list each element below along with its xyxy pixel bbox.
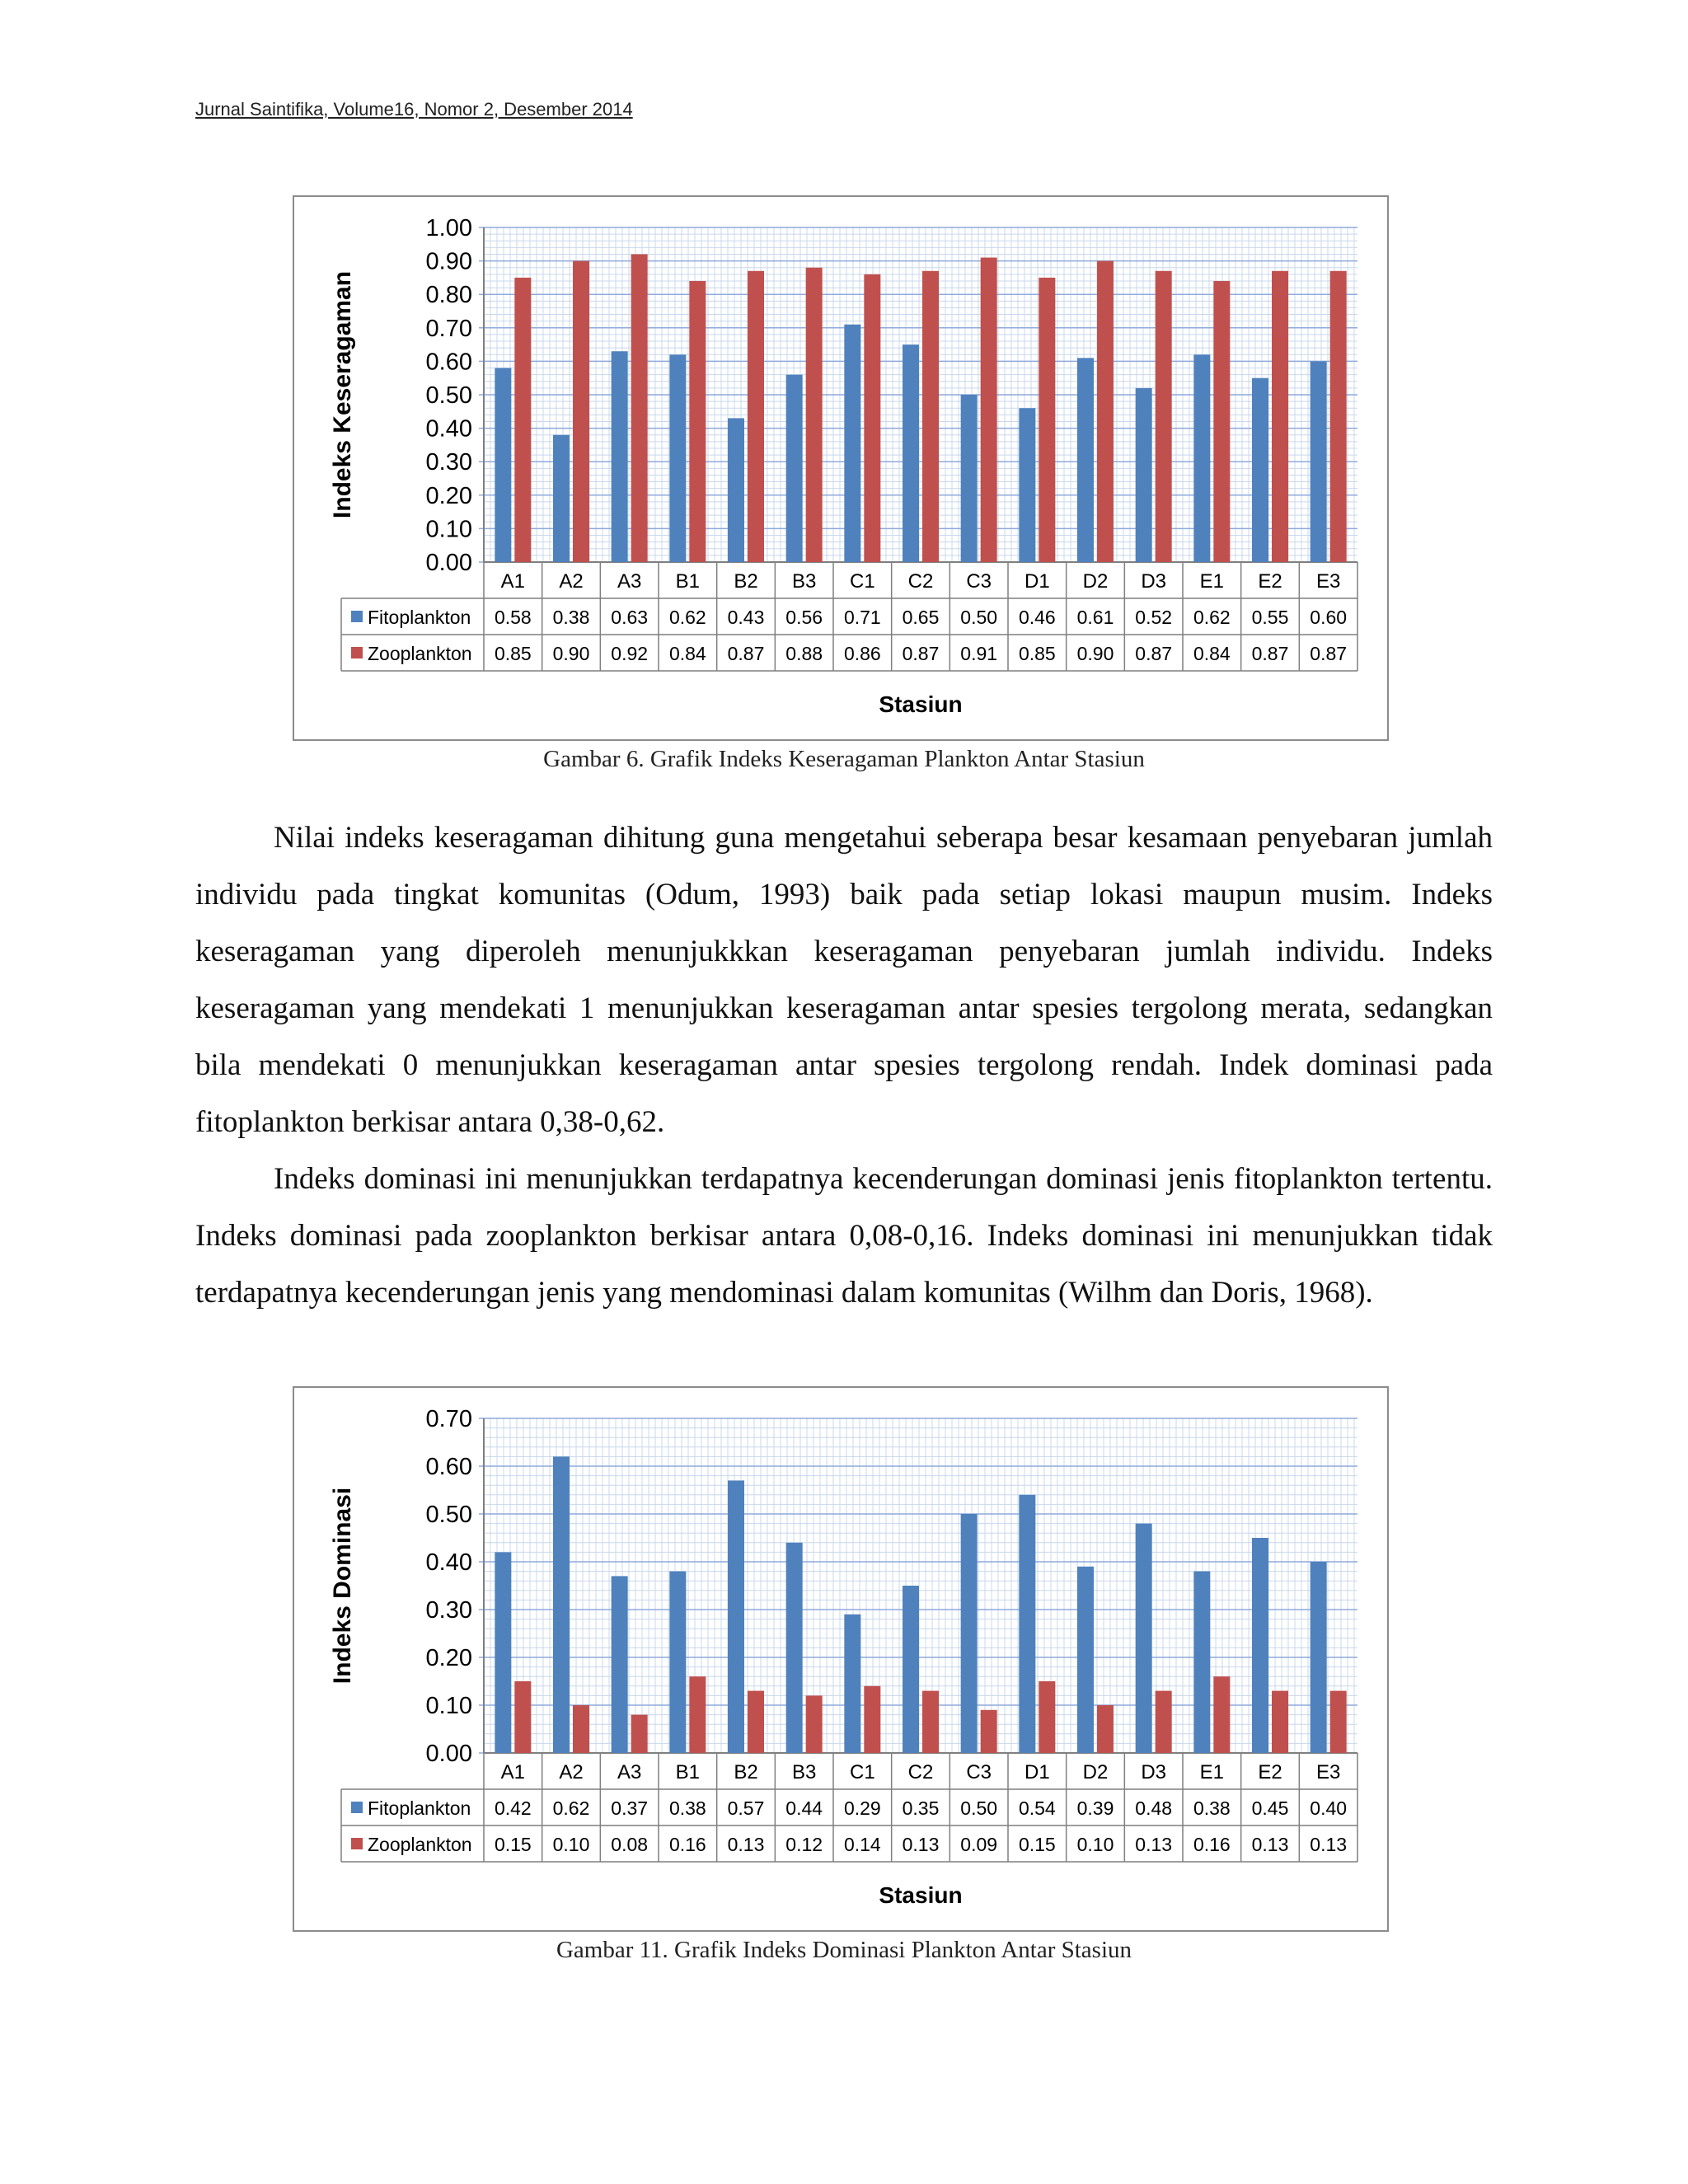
- bar-fitoplankton-d2: [1077, 1567, 1094, 1753]
- figure6-caption: Gambar 6. Grafik Indeks Keseragaman Plankton Antar Stasiun: [543, 746, 1145, 772]
- legend-label-zooplankton: Zooplankton: [368, 643, 472, 664]
- data-label-fitoplankton: 0.62: [552, 1797, 590, 1819]
- bar-fitoplankton-a2: [553, 1456, 570, 1753]
- data-label-zooplankton: 0.87: [1251, 643, 1289, 664]
- bar-zooplankton-d3: [1156, 1691, 1172, 1753]
- bar-fitoplankton-d3: [1136, 388, 1152, 562]
- bar-zooplankton-d1: [1039, 1681, 1055, 1753]
- bar-fitoplankton-c3: [961, 395, 978, 562]
- journal-header: Jurnal Saintifika, Volume16, Nomor 2, Desember 2014: [195, 99, 633, 120]
- y-tick-label: 1.00: [425, 215, 472, 241]
- bar-fitoplankton-e1: [1193, 1572, 1210, 1753]
- data-label-zooplankton: 0.16: [1193, 1834, 1231, 1855]
- data-label-zooplankton: 0.90: [1076, 643, 1114, 664]
- x-category-label: E2: [1258, 570, 1282, 593]
- bar-fitoplankton-b1: [669, 1572, 686, 1753]
- bar-fitoplankton-a2: [553, 435, 570, 562]
- data-label-fitoplankton: 0.55: [1251, 607, 1289, 628]
- bar-fitoplankton-e1: [1193, 354, 1210, 562]
- bar-fitoplankton-b2: [728, 418, 744, 562]
- bar-fitoplankton-b1: [669, 354, 686, 562]
- x-category-label: E1: [1199, 1761, 1225, 1783]
- data-label-fitoplankton: 0.48: [1135, 1797, 1173, 1819]
- bar-fitoplankton-d1: [1019, 408, 1035, 562]
- bar-fitoplankton-b3: [786, 1543, 803, 1753]
- data-label-zooplankton: 0.87: [727, 643, 765, 664]
- bar-fitoplankton-a3: [612, 1576, 628, 1753]
- bar-zooplankton-b1: [689, 1676, 706, 1753]
- x-category-label: B3: [791, 1761, 817, 1783]
- x-category-label: E1: [1199, 570, 1225, 593]
- paragraph-1: Nilai indeks keseragaman dihitung guna mengetahui seberapa besar kesamaan penyebaran jumlah individu pada tingkat komunitas (Odum, 1993) baik pada setiap lokasi maupun musim. Indeks keseragaman yang diperoleh menunjukkkan keseragaman penyebaran jumlah individu. Indeks keseragaman yang mendekati 1 menunjukkan keseragaman antar spesies tergolong merata, sedangkan bila mendekati 0 menunjukkan keseragaman antar spesies tergolong rendah. Indek dominasi pada fitoplankton berkisar antara 0,38-0,62.: [195, 821, 1493, 1139]
- data-label-zooplankton: 0.91: [960, 643, 998, 664]
- x-category-label: A2: [559, 1761, 584, 1783]
- y-tick-label: 0.00: [425, 1741, 472, 1767]
- y-tick-label: 0.20: [425, 1645, 472, 1671]
- bar-zooplankton-a2: [573, 1705, 589, 1753]
- bar-fitoplankton-a1: [495, 1552, 511, 1753]
- y-tick-label: 0.10: [425, 1693, 472, 1719]
- data-label-fitoplankton: 0.40: [1310, 1797, 1348, 1819]
- x-category-label: E3: [1315, 570, 1341, 593]
- bar-fitoplankton-a3: [612, 351, 628, 562]
- data-label-zooplankton: 0.92: [611, 643, 649, 664]
- data-label-zooplankton: 0.10: [1076, 1834, 1114, 1855]
- body-text: [195, 809, 1493, 1321]
- data-label-zooplankton: 0.85: [494, 643, 532, 664]
- y-tick-label: 0.50: [425, 1502, 472, 1528]
- figure11-caption: Gambar 11. Grafik Indeks Dominasi Plankton Antar Stasiun: [556, 1937, 1132, 1963]
- y-tick-label: 0.90: [425, 248, 472, 275]
- bar-fitoplankton-d3: [1136, 1524, 1152, 1753]
- data-label-fitoplankton: 0.54: [1018, 1797, 1056, 1819]
- bar-fitoplankton-c2: [903, 344, 919, 562]
- bar-fitoplankton-e2: [1252, 378, 1268, 562]
- bar-zooplankton-c3: [981, 258, 997, 562]
- y-axis-title: Indeks Dominasi: [329, 1487, 356, 1685]
- legend-swatch-fitoplankton: [351, 1802, 363, 1813]
- data-label-zooplankton: 0.13: [1135, 1834, 1173, 1855]
- x-category-label: D3: [1141, 1761, 1167, 1783]
- x-category-label: B2: [734, 1761, 758, 1783]
- data-label-fitoplankton: 0.57: [727, 1797, 765, 1819]
- y-axis-title: Indeks Keseragaman: [329, 270, 356, 519]
- chart-evenness-svg: [294, 197, 1387, 739]
- x-category-label: B3: [791, 570, 817, 593]
- y-tick-label: 0.10: [425, 516, 472, 543]
- y-tick-label: 0.60: [425, 349, 472, 376]
- bar-fitoplankton-c1: [844, 325, 860, 562]
- data-label-zooplankton: 0.85: [1018, 643, 1056, 664]
- x-axis-title: Stasiun: [879, 1882, 963, 1908]
- bar-fitoplankton-e3: [1311, 1562, 1327, 1753]
- bar-zooplankton-d3: [1156, 271, 1172, 562]
- data-label-fitoplankton: 0.38: [668, 1797, 706, 1819]
- data-label-fitoplankton: 0.43: [727, 607, 765, 628]
- y-tick-label: 0.20: [425, 482, 472, 509]
- data-label-fitoplankton: 0.60: [1310, 607, 1348, 628]
- x-category-label: D1: [1024, 570, 1050, 593]
- bar-fitoplankton-c2: [903, 1586, 919, 1753]
- bar-zooplankton-c1: [864, 274, 880, 562]
- bar-fitoplankton-e2: [1252, 1538, 1268, 1753]
- data-label-zooplankton: 0.09: [960, 1834, 998, 1855]
- bar-zooplankton-d2: [1097, 1705, 1114, 1753]
- bar-zooplankton-b3: [806, 1695, 823, 1753]
- bar-fitoplankton-c1: [844, 1615, 860, 1753]
- data-label-zooplankton: 0.15: [494, 1834, 532, 1855]
- bar-fitoplankton-a1: [495, 368, 511, 562]
- y-tick-label: 0.60: [425, 1454, 472, 1480]
- data-label-fitoplankton: 0.45: [1251, 1797, 1289, 1819]
- bar-fitoplankton-b2: [728, 1480, 744, 1753]
- bar-fitoplankton-d1: [1019, 1495, 1035, 1753]
- data-label-fitoplankton: 0.46: [1018, 607, 1056, 628]
- bar-zooplankton-d2: [1097, 261, 1114, 562]
- x-category-label: E2: [1258, 1761, 1282, 1783]
- data-label-zooplankton: 0.13: [727, 1834, 765, 1855]
- bar-zooplankton-e1: [1213, 281, 1230, 562]
- y-tick-label: 0.00: [425, 550, 472, 576]
- data-label-fitoplankton: 0.44: [785, 1797, 823, 1819]
- data-label-zooplankton: 0.88: [785, 643, 823, 664]
- bar-zooplankton-e3: [1330, 1691, 1347, 1753]
- bar-zooplankton-a3: [631, 254, 648, 562]
- x-category-label: A3: [617, 570, 642, 593]
- x-category-label: B2: [734, 570, 758, 593]
- data-label-fitoplankton: 0.65: [902, 607, 940, 628]
- bar-zooplankton-c3: [981, 1710, 997, 1753]
- bar-zooplankton-a1: [514, 278, 531, 562]
- data-label-zooplankton: 0.87: [1135, 643, 1173, 664]
- data-label-fitoplankton: 0.50: [960, 1797, 998, 1819]
- legend-label-fitoplankton: Fitoplankton: [368, 607, 471, 628]
- bar-zooplankton-b3: [806, 268, 823, 562]
- x-category-label: B1: [675, 1761, 701, 1783]
- bar-zooplankton-d1: [1039, 278, 1055, 562]
- bar-zooplankton-e3: [1330, 271, 1347, 562]
- x-category-label: A1: [500, 1761, 526, 1783]
- bar-fitoplankton-b3: [786, 375, 803, 562]
- legend-swatch-zooplankton: [351, 647, 363, 658]
- data-label-zooplankton: 0.13: [1310, 1834, 1348, 1855]
- x-category-label: B1: [675, 570, 701, 593]
- y-tick-label: 0.30: [425, 1597, 472, 1624]
- bar-zooplankton-c1: [864, 1686, 880, 1753]
- chart-dominance-index: [293, 1386, 1389, 1932]
- data-label-zooplankton: 0.90: [552, 643, 590, 664]
- data-label-zooplankton: 0.84: [1193, 643, 1231, 664]
- data-label-zooplankton: 0.87: [1310, 643, 1348, 664]
- y-tick-label: 0.80: [425, 282, 472, 309]
- data-label-fitoplankton: 0.56: [785, 607, 823, 628]
- x-category-label: A1: [500, 570, 526, 593]
- bar-zooplankton-b2: [748, 271, 764, 562]
- data-label-zooplankton: 0.16: [668, 1834, 706, 1855]
- data-label-zooplankton: 0.10: [552, 1834, 590, 1855]
- bar-fitoplankton-e3: [1311, 361, 1327, 562]
- bar-zooplankton-c2: [922, 271, 939, 562]
- x-category-label: C1: [849, 1761, 875, 1783]
- bar-zooplankton-b1: [689, 281, 706, 562]
- x-category-label: A3: [617, 1761, 642, 1783]
- data-label-fitoplankton: 0.63: [611, 607, 649, 628]
- y-tick-label: 0.70: [425, 315, 472, 342]
- data-label-fitoplankton: 0.58: [494, 607, 532, 628]
- data-label-fitoplankton: 0.29: [843, 1797, 881, 1819]
- chart-dominance-svg: [294, 1388, 1387, 1930]
- data-label-fitoplankton: 0.61: [1076, 607, 1114, 628]
- x-axis-title: Stasiun: [879, 691, 963, 717]
- data-label-fitoplankton: 0.39: [1076, 1797, 1114, 1819]
- chart-evenness-index: [293, 195, 1389, 741]
- x-category-label: C2: [907, 1761, 934, 1783]
- x-category-label: C3: [966, 570, 992, 593]
- x-category-label: C2: [907, 570, 934, 593]
- data-label-fitoplankton: 0.38: [1193, 1797, 1231, 1819]
- data-label-fitoplankton: 0.50: [960, 607, 998, 628]
- legend-label-zooplankton: Zooplankton: [368, 1834, 472, 1855]
- legend-swatch-fitoplankton: [351, 611, 363, 622]
- data-label-fitoplankton: 0.71: [843, 607, 881, 628]
- bar-zooplankton-a3: [631, 1715, 648, 1753]
- y-tick-label: 0.40: [425, 415, 472, 443]
- y-tick-label: 0.70: [425, 1406, 472, 1432]
- data-label-zooplankton: 0.13: [902, 1834, 940, 1855]
- data-label-fitoplankton: 0.62: [1193, 607, 1231, 628]
- data-label-zooplankton: 0.13: [1251, 1834, 1289, 1855]
- x-category-label: D2: [1082, 570, 1109, 593]
- bar-zooplankton-e2: [1272, 271, 1288, 562]
- data-label-zooplankton: 0.14: [843, 1834, 881, 1855]
- data-label-zooplankton: 0.15: [1018, 1834, 1056, 1855]
- x-category-label: E3: [1315, 1761, 1341, 1783]
- data-label-fitoplankton: 0.35: [902, 1797, 940, 1819]
- x-category-label: C1: [849, 570, 875, 593]
- bar-fitoplankton-c3: [961, 1514, 978, 1753]
- bar-zooplankton-a2: [573, 261, 589, 562]
- legend-label-fitoplankton: Fitoplankton: [368, 1797, 471, 1819]
- paragraph-2: Indeks dominasi ini menunjukkan terdapatnya kecenderungan dominasi jenis fitoplankton tertentu. Indeks dominasi pada zooplankton berkisar antara 0,08-0,16. Indeks dominasi ini menunjukkan tidak terdapatnya kecenderungan jenis yang mendominasi dalam komunitas (Wilhm dan Doris, 1968).: [195, 1162, 1493, 1310]
- legend-swatch-zooplankton: [351, 1838, 363, 1849]
- bar-fitoplankton-d2: [1077, 358, 1094, 562]
- data-label-zooplankton: 0.12: [785, 1834, 823, 1855]
- bar-zooplankton-e2: [1272, 1691, 1288, 1753]
- y-tick-label: 0.50: [425, 382, 472, 409]
- data-label-fitoplankton: 0.37: [611, 1797, 649, 1819]
- x-category-label: C3: [966, 1761, 992, 1783]
- data-label-fitoplankton: 0.52: [1135, 607, 1173, 628]
- x-category-label: A2: [559, 570, 584, 593]
- bar-zooplankton-a1: [514, 1681, 531, 1753]
- x-category-label: D3: [1141, 570, 1167, 593]
- x-category-label: D1: [1024, 1761, 1050, 1783]
- data-label-fitoplankton: 0.38: [552, 607, 590, 628]
- data-label-fitoplankton: 0.62: [668, 607, 706, 628]
- data-label-fitoplankton: 0.42: [494, 1797, 532, 1819]
- data-label-zooplankton: 0.84: [668, 643, 706, 664]
- x-category-label: D2: [1082, 1761, 1109, 1783]
- data-label-zooplankton: 0.86: [843, 643, 881, 664]
- y-tick-label: 0.40: [425, 1549, 472, 1576]
- bar-zooplankton-c2: [922, 1691, 939, 1753]
- bar-zooplankton-e1: [1213, 1676, 1230, 1753]
- y-tick-label: 0.30: [425, 449, 472, 476]
- data-label-zooplankton: 0.08: [611, 1834, 649, 1855]
- data-label-zooplankton: 0.87: [902, 643, 940, 664]
- bar-zooplankton-b2: [748, 1691, 764, 1753]
